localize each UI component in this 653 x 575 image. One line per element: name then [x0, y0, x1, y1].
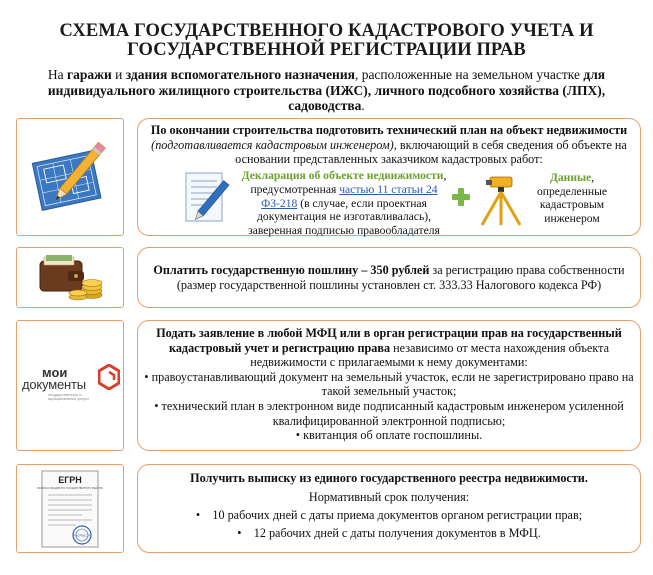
- surveyor-tripod-icon: [476, 173, 526, 227]
- egrn-extract-document-icon: [32, 467, 108, 551]
- list-item-text: квитанция об оплате госпошлины.: [303, 428, 483, 443]
- step2-icon-box: [16, 247, 124, 308]
- intro-text: и: [111, 67, 126, 82]
- step3-document-list: [138, 370, 640, 443]
- list-item: • 12 рабочих дней с даты получения документов в МФЦ.: [237, 525, 541, 540]
- surveyor-data-text: [526, 171, 618, 225]
- blueprint-pencil-icon: [27, 134, 113, 220]
- step2-bold: Оплатить государственную пошлину – 350 рублей: [153, 262, 430, 277]
- plus-icon: [451, 187, 471, 207]
- step1-icon-box: [16, 118, 124, 236]
- step4-text-box: [137, 464, 641, 553]
- declaration-text-part: предусмотренная: [250, 182, 340, 196]
- list-item: • правоустанавливающий документ на земельный участок, если не зарегистрировано право на такой земельный участок;: [144, 369, 634, 399]
- step1-bold: По окончании строительства подготовить технический план на объект недвижимости: [150, 123, 628, 137]
- list-item-text: 10 рабочих дней с даты приема документов органом регистрации прав;: [212, 508, 583, 523]
- step4-norm-label: Нормативный срок получения:: [308, 489, 470, 504]
- step3-icon-box: [16, 320, 124, 451]
- declaration-comma: ,: [443, 169, 447, 182]
- stamp-text: РОСРЕЕСТР: [72, 533, 92, 537]
- step1-italic: (подготавливается кадастровым инженером): [151, 137, 394, 152]
- law-fz218-link[interactable]: ФЗ-218: [261, 196, 298, 210]
- step1-description: [138, 119, 640, 167]
- list-item: • 10 рабочих дней с даты приема документов органом регистрации прав;: [195, 508, 583, 523]
- list-item-text: технический план в электронном виде подписанный кадастровым инженером усиленной квалифицированной электронной подписью;: [161, 398, 624, 428]
- declaration-text-part: (в случае, если проектная документация не изготавливалась), заверенная подписью правообладателя: [248, 196, 440, 238]
- step3-text-box: [137, 320, 641, 451]
- list-item-text: правоустанавливающий документ на земельный участок, если не зарегистрировано право на такой земельный участок;: [151, 369, 634, 399]
- data-title: Данные: [549, 171, 592, 184]
- logo-subtitle: государственные и муниципальные услуги: [48, 392, 89, 401]
- step3-description: [138, 321, 640, 370]
- data-rest: , определенные кадастровым инженером: [536, 171, 608, 225]
- logo-text-line1: мои: [42, 364, 68, 380]
- intro-text: .: [361, 98, 365, 113]
- list-item-text: 12 рабочих дней с даты получения документов в МФЦ.: [253, 525, 541, 540]
- step4-bold: Получить выписку из единого государственного реестра недвижимости.: [190, 471, 588, 485]
- intro-bold: для индивидуального жилищного строительства (ИЖС), личного подсобного хозяйства (ЛПХ), садоводства: [47, 67, 606, 113]
- step4-icon-box: [16, 464, 124, 553]
- title-line-2: ГОСУДАРСТВЕННОЙ РЕГИСТРАЦИИ ПРАВ: [127, 40, 526, 60]
- wallet-coins-icon: [34, 253, 106, 303]
- step1-text-box: [137, 118, 641, 236]
- step1-sub-row: [138, 169, 640, 238]
- intro-paragraph: [20, 67, 633, 114]
- intro-bold: гаражи: [67, 67, 112, 82]
- declaration-document-icon: [180, 169, 232, 229]
- title-line-1: СХЕМА ГОСУДАРСТВЕННОГО КАДАСТРОВОГО УЧЕТА И: [59, 21, 594, 41]
- logo-text-line2: документы: [22, 376, 86, 392]
- logo-mark-icon: [98, 364, 120, 390]
- declaration-title: Декларация об объекте недвижимости: [241, 169, 444, 182]
- moi-dokumenty-logo: [18, 356, 122, 416]
- step4-term-list: [138, 506, 640, 542]
- step1-rest: , включающий в себя сведения об объекте на основании представленных заказчиком кадастровых работ:: [235, 137, 627, 167]
- egrn-label: ЕГРН: [58, 474, 82, 485]
- step2-description: [138, 263, 640, 292]
- intro-bold: здания вспомогательного назначения: [125, 67, 355, 82]
- intro-text: На: [47, 67, 68, 82]
- step2-text-box: [137, 247, 641, 308]
- page-title: [0, 22, 653, 60]
- list-item: • технический план в электронном виде подписанный кадастровым инженером усиленной квалифицированной электронной подписью;: [154, 398, 624, 428]
- step4-description: [138, 465, 640, 488]
- law-article-link[interactable]: частью 11 статьи 24: [339, 182, 438, 196]
- intro-text: , расположенные на земельном участке: [354, 67, 584, 82]
- step3-rest: независимо от места нахождения объекта недвижимости с прилагаемыми к нему документами:: [250, 340, 609, 370]
- step3-bold: Подать заявление в любой МФЦ или в орган регистрации прав на государственный кадастровый учет и регистрацию права: [156, 326, 622, 355]
- egrn-subtitle: ВЫПИСКА ИЗ ЕДИНОГО ГОСУДАРСТВЕННОГО РЕЕСТРА: [37, 486, 103, 490]
- list-item: • квитанция об оплате госпошлины.: [295, 428, 483, 443]
- declaration-text: [240, 169, 448, 238]
- step2-rest: за регистрацию права собственности (размер государственной пошлины установлен ст. 333.33 Налогового кодекса РФ): [176, 262, 625, 292]
